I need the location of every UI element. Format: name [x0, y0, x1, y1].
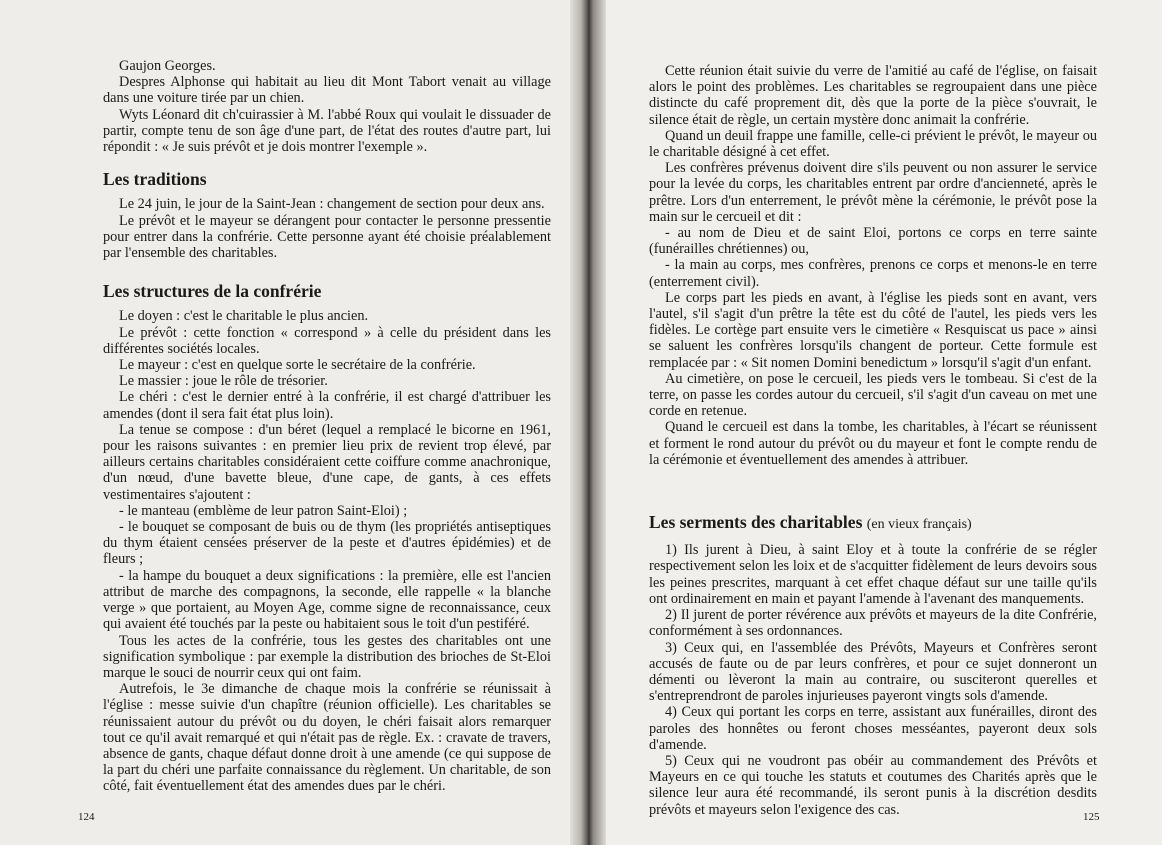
- list-item: - le manteau (emblème de leur patron Saint-Eloi) ;: [119, 502, 408, 519]
- section-heading-serments: [649, 514, 1097, 533]
- paragraph: Cette réunion était suivie du verre de l'amitié au café de l'église, on faisait alors le point des problèmes. Les charitables se regroupaient dans une pièce distincte du café proprement dit, dès que la porte de la pièce s'ouvrait, le silence était de règle, un certain mystère donc animait la confrérie.: [649, 63, 1097, 128]
- oath-item: 4) Ceux qui portant les corps en terre, assistant aux funérailles, diront des paroles des honnêtes ou feront choses messéantes, payeront deux sols d'amende.: [649, 704, 1097, 753]
- book-gutter: [570, 0, 606, 845]
- paragraph: Autrefois, le 3e dimanche de chaque mois la confrérie se réunissait à l'église : messe suivie d'un chapître (réunion officielle). Les charitables se réunissaient autour du prévôt ou du doyen, le chéri faisait alors remarquer tout ce qu'il avait remarqué et qui n'était pas de règle. Ex. : cravate de travers, absence de gants, chaque défaut donne droit à une amende (ce qui suppose de la part du chéri une parfaite connaissance du règlement. Un charitable, de son côté, fait éventuellement état des amendes dues par le chéri.: [103, 681, 551, 795]
- paragraph: Despres Alphonse qui habitait au lieu dit Mont Tabort venait au village dans une voiture tirée par un chien.: [103, 74, 551, 107]
- oath-item: 3) Ceux qui, en l'assemblée des Prévôts, Mayeurs et Confrères seront accusés de faute ou de par leurs confrères, et pour ce sujet donneront un démenti ou lèveront la main au contraire, ou susciteront querelles et s'entreprendront de paroles injurieuses payeront vingts sols d'amende.: [649, 639, 1097, 705]
- right-page: [593, 0, 1162, 845]
- list-item: - le bouquet se composant de buis ou de thym (les propriétés antiseptiques du thym étaient censées préserver de la peste et d'autres épidémies) et de fleurs ;: [103, 519, 551, 568]
- paragraph: Quand un deuil frappe une famille, celle-ci prévient le prévôt, le mayeur ou le charitable désigné à cet effet.: [649, 127, 1097, 161]
- paragraph: Le 24 juin, le jour de la Saint-Jean : changement de section pour deux ans.: [119, 196, 545, 213]
- paragraph: Le mayeur : c'est en quelque sorte le secrétaire de la confrérie.: [119, 357, 476, 374]
- oath-item: 2) Il jurent de porter révérence aux prévôts et mayeurs de la dite Confrérie, conformément à ses ordonnances.: [649, 607, 1097, 640]
- page-number: 124: [78, 811, 95, 823]
- serments-subtitle: (en vieux français): [866, 517, 972, 533]
- section-heading-structures: Les structures de la confrérie: [103, 281, 322, 302]
- paragraph: Le massier : joue le rôle de trésorier.: [119, 373, 328, 390]
- list-item: - la main au corps, mes confrères, prenons ce corps et menons-le en terre (enterrement civil).: [649, 257, 1097, 290]
- paragraph: Au cimetière, on pose le cercueil, les pieds vers le tombeau. Si c'est de la terre, on passe les cordes autour du cercueil, s'il s'agit d'un caveau on met une corde en retenue.: [649, 370, 1097, 420]
- serments-title: Les serments des charitables: [649, 512, 863, 533]
- right-page-text: [649, 63, 1097, 818]
- list-item: - au nom de Dieu et de saint Eloi, portons ce corps en terre sainte (funérailles chrétiennes) ou,: [649, 225, 1097, 258]
- paragraph: Quand le cercueil est dans la tombe, les charitables, à l'écart se réunissent et forment le rond autour du prévôt ou du mayeur et font le compte rendu de la cérémonie et éventuellement des amendes à attribuer.: [649, 419, 1097, 468]
- paragraph: Wyts Léonard dit ch'cuirassier à M. l'abbé Roux qui voulait le dissuader de partir, compte tenu de son âge d'une part, de l'état des routes d'autre part, lui répondit : « Je suis prévôt et je dois montrer l'exemple ».: [103, 106, 551, 156]
- paragraph: Le doyen : c'est le charitable le plus ancien.: [119, 308, 369, 325]
- paragraph: Le corps part les pieds en avant, à l'église les pieds sont en avant, vers l'autel, s'il s'agit d'un prêtre la tête est du côté de l'autel, les pieds vers les fidèles. Le cortège part ensuite vers le cimetière « Resquiscat us pace » ainsi se saluent les confrères lorsqu'ils changent de porteur. Cette formule est remplacée par : « Sit nomen Domini benedictum » lorsqu'il s'agit d'un enfant.: [649, 289, 1097, 371]
- page-number: 125: [1083, 811, 1100, 823]
- paragraph: La tenue se compose : d'un béret (lequel a remplacé le bicorne en 1961, pour les raisons suivantes : en premier lieu prix de revient trop élevé, par ailleurs certains charitables considéraient cette coiffure comme anachronique, d'un nœud, d'une bavette bleue, d'une cape, de gants, à ces effets vestimentaires s'ajoutent :: [103, 421, 551, 503]
- paragraph: Le chéri : c'est le dernier entré à la confrérie, il est chargé d'attribuer les amendes (dont il sera fait état plus loin).: [103, 389, 551, 422]
- paragraph: Le prévôt : cette fonction « correspond » à celle du président dans les différentes sociétés locales.: [103, 324, 551, 357]
- paragraph: Le prévôt et le mayeur se dérangent pour contacter le personne pressentie pour entrer dans la confrérie. Cette personne ayant été choisie préalablement par l'ensemble des charitables.: [103, 212, 551, 262]
- section-heading-traditions: Les traditions: [103, 169, 207, 190]
- paragraph: Tous les actes de la confrérie, tous les gestes des charitables ont une signification symbolique : par exemple la distribution des brioches de St-Eloi marque le souci de nourrir ceux qui ont faim.: [103, 632, 551, 681]
- list-item: - la hampe du bouquet a deux significations : la première, elle est l'ancien attribut de marche des compagnons, la seconde, elle rappelle « la blanche verge » que portaient, au Moyen Age, comme signe de reconnaissance, ceux qui avaient été touchés par la peste ou habitaient sous le toit d'un pestiféré.: [103, 567, 551, 633]
- paragraph: Gaujon Georges.: [119, 58, 216, 74]
- left-page-text: [103, 58, 551, 795]
- paragraph: Les confrères prévenus doivent dire s'ils peuvent ou non assurer le service pour la levée du corps, les charitables entrent par ordre d'ancienneté, après le prêtre. Lors d'un enterrement, le prévôt mène la cérémonie, le prévôt pose la main sur le cercueil et dit :: [649, 160, 1097, 225]
- oath-item: 5) Ceux qui ne voudront pas obéir au commandement des Prévôts et Mayeurs en ce qui touche les statuts et coutumes des Charités après que le silence leur aura été recommandé, ils seront punis à la discrétion desdits prévôts et mayeurs selon l'exigence des cas.: [649, 752, 1097, 818]
- oath-item: 1) Ils jurent à Dieu, à saint Eloy et à toute la confrérie de se régler respectivement selon les loix et de s'acquitter fidèlement de leurs devoirs sous les peines prescrites, marquant à cet effet chaque défaut sur une taille qu'ils ont ordinairement en main et payant l'amende à l'avenant des manquements.: [649, 542, 1097, 607]
